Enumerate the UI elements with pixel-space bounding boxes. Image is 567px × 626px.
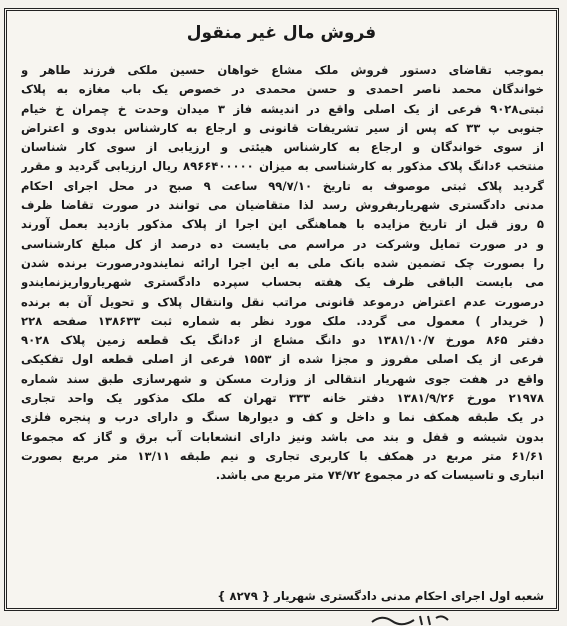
notice-line: بموجب تقاضای دستور فروش ملک مشاع خواهان حسین ملکی فرزند طاهر و (21, 63, 544, 77)
notice-line: واقع در هفت جوی شهریار انتقالی از وزارت مسکن و شهرسازی طبق سند شماره (21, 371, 544, 386)
notice-line: را بصورت چک تضمین شده بانک ملی به این اجرا ارائه نمایندودرصورت برنده شدن (21, 255, 544, 270)
notice-line: گردید پلاک ثبتی موصوف به تاریخ ۹۹/۷/۱۰ ساعت ۹ صبح در محل اجرای احکام (21, 178, 544, 193)
scan-edge-mark (370, 612, 450, 626)
notice-line: و در صورت تمایل وشرکت در مراسم می بایست ده درصد از کل مبلغ کارشناسی (21, 236, 544, 251)
notice-line: دفتر ۸۶۵ مورخ ۱۳۸۱/۱۰/۷ دو دانگ مشاع از ۶دانگ یک قطعه زمین پلاک ۹۰۲۸ (21, 333, 544, 348)
notice-line: جنوبی پ ۳۳ که پس از سیر تشریفات قانونی و ارجاع به کارشناس بدوی و اعتراض (21, 120, 544, 135)
notice-line: ۲۱۹۷۸ مورخ ۱۳۸۱/۹/۲۶ دفتر خانه ۳۳۳ تهران که ملک مذکور یک واحد تجاری (21, 391, 544, 406)
notice-line: مدنی دادگستری شهریاربفروش رسد لذا متقاضیان می توانند در صورت تقاضا ظرف (21, 198, 544, 213)
notice-line: می بایست الباقی ظرف یک هفته بحساب سپرده دادگستری شهریارواریزنمایندو (21, 275, 544, 290)
notice-footer: شعبه اول اجرای احکام مدنی دادگستری شهریار { ۸۲۷۹ } (217, 589, 544, 603)
notice-title: فروش مال غیر منقول (186, 23, 377, 43)
notice-line: ثبتی۹۰۲۸ فرعی از یک اصلی واقع در اندیشه فاز ۳ میدان وحدت خ چمران خ خیام (21, 101, 544, 116)
notice-frame (4, 8, 559, 611)
notice-line: ۶۱/۶۱ متر مربع در همکف با کاربری تجاری و نیم طبقه ۱۳/۱۱ متر مربع بصورت (21, 448, 544, 463)
notice-line: درصورت عدم اعتراض درموعد قانونی مراتب نقل وانتقال پلاک و تحویل آن به برنده (21, 294, 544, 309)
notice-line: انباری و تاسیسات که در مجموع ۷۴/۷۲ متر مربع می باشد. (215, 468, 544, 483)
notice-line: بدون شیشه و قفل و بند می باشد ونیز دارای انشعابات آب برق و گاز که مجموعا (21, 429, 544, 444)
notice-line: در یک طبقه همکف نما و داخل و کف و دیوارها سنگ و دارای درب و پنجره فلزی (21, 410, 544, 425)
notice-line: فرعی از یک اصلی مفروز و مجزا شده از ۱۵۵۳ فرعی از اصلی قطعه اول تفکیکی (21, 352, 544, 367)
notice-line: منتخب ۶دانگ پلاک مذکور به کارشناسی به میزان ۸۹۶۶۴۰۰۰۰۰ ریال ارزیابی گردید و مقرر (21, 159, 544, 174)
notice-line: خواندگان محمد ناصر احمدی و حسن محمدی در خصوص یک باب مغازه به پلاک (21, 82, 544, 97)
notice-body (21, 61, 544, 486)
notice-line: ( خریدار ) معمول می گردد. ملک مورد نظر به شماره ثبت ۱۳۸۶۳۳ صفحه ۲۲۸ (21, 313, 544, 328)
notice-line: از سوی خواندگان و ارجاع به کارشناس هیئتی و ارزیابی از سوی کار شناسان (21, 140, 544, 155)
notice-line: ۵ روز قبل از تاریخ مزایده با هماهنگی این اجرا از پلاک مذکور بازدید بعمل آورند (21, 217, 544, 232)
